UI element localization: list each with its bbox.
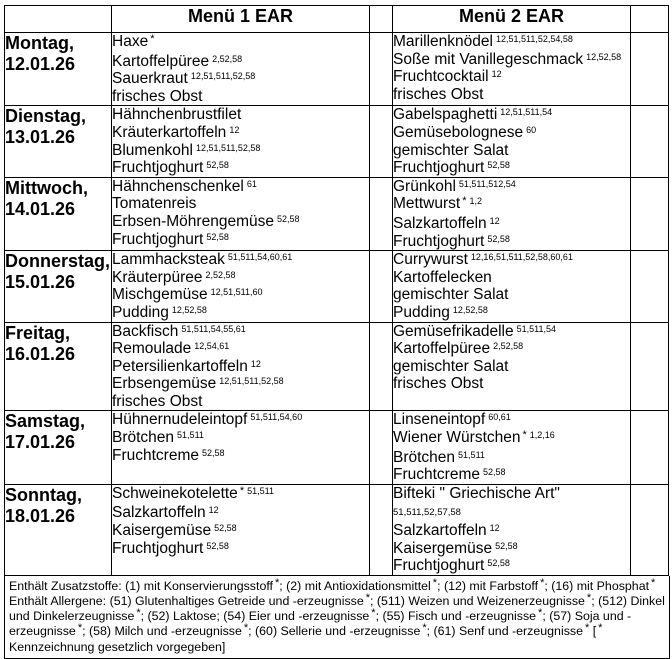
- allergen-codes: 2,52,58: [493, 341, 524, 352]
- allergen-codes: 61: [246, 178, 257, 189]
- dish-line: [112, 269, 369, 287]
- dish-line: [112, 124, 369, 142]
- dish-name: Linseneintopf: [393, 411, 486, 429]
- day-row: [5, 106, 669, 177]
- allergen-codes: 12,51,511,54: [500, 107, 553, 118]
- allergen-codes: 12,52,58: [452, 304, 488, 315]
- dish-name: Hähnchenschenkel: [112, 177, 244, 195]
- dish-line: [112, 142, 369, 160]
- dish-line: [112, 358, 369, 376]
- dish-name: Petersilienkartoffeln: [112, 357, 248, 375]
- menu2-cell: [393, 322, 631, 411]
- menu1-cell: [112, 484, 370, 575]
- dish-name: Currywurst: [393, 251, 468, 269]
- day-name: Dienstag,: [5, 106, 87, 127]
- day-row: [5, 177, 669, 250]
- end-cell: [631, 106, 669, 177]
- dish-line: [112, 447, 369, 465]
- dish-line: [112, 53, 369, 71]
- dish-name: Kartoffelpüree: [393, 340, 491, 358]
- dish-line: [393, 33, 630, 51]
- dish-line: [393, 358, 630, 376]
- dish-name: Fruchtjoghurt: [112, 539, 204, 557]
- allergen-codes: 12: [489, 523, 500, 534]
- dish-name: Fruchtcocktail: [393, 68, 489, 86]
- allergen-codes: 52,58: [206, 160, 229, 171]
- dish-name: Salzkartoffeln: [112, 504, 206, 522]
- allergen-codes: 12,51,511,52,58: [190, 71, 256, 82]
- dish-line: [393, 375, 630, 393]
- dish-line: [112, 159, 369, 177]
- menu1-cell: [112, 177, 370, 250]
- allergen-codes: 52,58: [202, 447, 225, 458]
- dish-line: [112, 411, 369, 429]
- spacer-cell: [370, 411, 393, 484]
- additive-star: *: [462, 195, 467, 208]
- dish-line: [393, 340, 630, 358]
- dish-name: Mischgemüse: [112, 286, 208, 304]
- dish-name: Hühnernudeleintopf: [112, 411, 248, 429]
- allergen-codes: 51,511,52,57,58: [393, 507, 461, 519]
- dish-line: [393, 233, 630, 251]
- dish-name: frisches Obst: [393, 85, 484, 103]
- day-date: 14.01.26: [5, 198, 76, 219]
- dish-name: Soße mit Vanillegeschmack: [393, 50, 584, 68]
- dish-name: frisches Obst: [112, 392, 203, 410]
- dish-line: [393, 323, 630, 341]
- day-date: 15.01.26: [5, 272, 76, 293]
- menu1-cell: [112, 251, 370, 322]
- dish-name: Haxe: [112, 33, 149, 50]
- dish-name: Fruchtjoghurt: [112, 159, 204, 177]
- allergen-codes: 12,51,511,52,58: [196, 142, 261, 153]
- menu1-header: Menü 1 EAR: [112, 6, 370, 33]
- day-date: 13.01.26: [5, 127, 76, 148]
- dish-name: Tomatenreis: [112, 195, 197, 213]
- allergen-codes: 12,51,511,60: [210, 287, 263, 298]
- header-spacer: [370, 6, 393, 33]
- end-cell: [631, 322, 669, 411]
- dish-name: Fruchtcreme: [393, 466, 480, 484]
- dish-line: [112, 195, 369, 213]
- dish-line: [112, 304, 369, 322]
- allergen-codes: 51,511: [177, 430, 204, 441]
- day-name: Sonntag,: [5, 484, 82, 505]
- spacer-cell: [370, 33, 393, 106]
- day-cell: [5, 251, 112, 322]
- allergen-codes: 12,51,511,52,58: [219, 376, 284, 387]
- allergen-codes: 60: [526, 124, 537, 135]
- spacer-cell: [370, 484, 393, 575]
- dish-name: Marillenknödel: [393, 33, 493, 50]
- dish-line: [112, 251, 369, 269]
- dish-name: Schweinekotelette: [112, 484, 238, 502]
- dish-line: [112, 429, 369, 447]
- allergen-codes: 52,58: [487, 160, 510, 171]
- day-cell: [5, 322, 112, 411]
- dish-line: [393, 86, 630, 104]
- allergen-codes: 52,58: [276, 213, 300, 224]
- allergen-codes: 51,511,512,54: [458, 178, 516, 189]
- allergen-codes: 60,61: [488, 412, 511, 423]
- day-row: [5, 484, 669, 575]
- dish-name: Sauerkraut: [112, 70, 188, 88]
- dish-name: Brötchen: [393, 448, 456, 466]
- allergen-codes: 12,51,511,52,54,58: [495, 34, 573, 44]
- day-row: [5, 33, 669, 106]
- dish-name: Pudding: [112, 303, 169, 321]
- dish-line: [112, 286, 369, 304]
- allergen-codes: 52,58: [206, 540, 229, 551]
- menu1-cell: [112, 33, 370, 106]
- allergen-codes: 2,52,58: [205, 269, 236, 280]
- menu1-cell: [112, 322, 370, 411]
- allergen-codes: 1,2,16: [529, 430, 555, 441]
- allergen-codes: 52,58: [487, 233, 510, 244]
- dish-line: [393, 411, 630, 429]
- dish-line: [393, 522, 630, 540]
- dish-line: [393, 68, 630, 86]
- dish-name: Fruchtcreme: [112, 446, 199, 464]
- dish-line: [112, 375, 369, 393]
- menu-table: [4, 5, 669, 576]
- menu2-cell: [393, 177, 631, 250]
- day-name: Samstag,: [5, 411, 86, 432]
- dish-line: [393, 178, 630, 196]
- allergen-codes: 52,58: [487, 558, 510, 569]
- dish-line: [393, 195, 630, 215]
- dish-line: [393, 159, 630, 177]
- header-row: [5, 6, 669, 33]
- legend-footer: Enthält Zusatzstoffe: (1) mit Konservierungsstoff *; (2) mit Antioxidationsmittel *; (12) mit Farbstoff *; (16) mit Phosphat * Enthält Allergene: (51) Glutenhaltiges Getreide und -erzeugnisse *; (511) Weizen und Weizenerzeugnisse *; (512) Dinkel und Dinkelerzeugnisse *; (52) Laktose; (54) Eier und -erzeugnisse *; (55) Fisch und -erzeugnisse *; (57) Soja und -erzeugnisse *; (58) Milch und -erzeugnisse *; (60) Sellerie und -erzeugnisse *; (61) Senf und -erzeugnisse * [ * Kennzeichnung gesetzlich vorgegeben]: [4, 576, 670, 659]
- legal-note: Kennzeichnung gesetzlich vorgegeben]: [9, 639, 226, 654]
- menu2-cell: [393, 251, 631, 322]
- day-date: 17.01.26: [5, 432, 76, 453]
- dish-name: Grünkohl: [393, 177, 456, 195]
- spacer-cell: [370, 251, 393, 322]
- dish-line: [393, 502, 630, 522]
- dish-line: [112, 504, 369, 522]
- dish-name: Erbsengemüse: [112, 375, 217, 393]
- additive-star: *: [522, 429, 527, 442]
- dish-line: [393, 485, 630, 503]
- dish-line: [393, 106, 630, 124]
- dish-name: gemischter Salat: [393, 141, 509, 159]
- allergen-codes: 51,511,54,60,61: [227, 252, 293, 263]
- day-name: Freitag,: [5, 322, 71, 343]
- dish-line: [393, 449, 630, 467]
- allergen-codes: 52,58: [214, 523, 237, 534]
- dish-name: Hähnchenbrustfilet: [112, 106, 242, 124]
- day-row: [5, 322, 669, 411]
- dish-line: [112, 178, 369, 196]
- dish-name: frisches Obst: [112, 87, 203, 105]
- dish-name: Kräuterpüree: [112, 268, 203, 286]
- day-cell: [5, 484, 112, 575]
- dish-line: [112, 540, 369, 558]
- dish-name: Kartoffelecken: [393, 268, 492, 286]
- menu1-cell: [112, 411, 370, 484]
- day-cell: [5, 411, 112, 484]
- dish-name: Gabelspaghetti: [393, 106, 498, 124]
- spacer-cell: [370, 177, 393, 250]
- dish-name: Gemüsebolognese: [393, 123, 524, 141]
- allergen-codes: 51,511: [247, 485, 274, 496]
- allergen-codes: 51,511,54: [516, 323, 556, 334]
- end-cell: [631, 411, 669, 484]
- dish-line: [393, 466, 630, 484]
- day-row: [5, 251, 669, 322]
- spacer-cell: [370, 106, 393, 177]
- dish-name: Kartoffelpüree: [112, 52, 210, 70]
- allergen-codes: 52,58: [206, 231, 229, 242]
- day-name: Mittwoch,: [5, 177, 88, 198]
- dish-line: [112, 231, 369, 249]
- day-date: 12.01.26: [5, 54, 76, 74]
- allergen-codes: 52,58: [495, 540, 518, 551]
- dish-name: Lammhacksteak: [112, 251, 225, 269]
- day-cell: [5, 177, 112, 250]
- dish-name: gemischter Salat: [393, 286, 509, 304]
- allergen-codes: 12,54,61: [194, 341, 230, 352]
- dish-line: [112, 88, 369, 106]
- dish-name: Gemüsefrikadelle: [393, 322, 514, 340]
- header-end: [631, 6, 669, 33]
- additive-star: *: [150, 33, 155, 45]
- dish-line: [112, 485, 369, 505]
- menu1-cell: [112, 106, 370, 177]
- dish-line: [112, 106, 369, 124]
- dish-line: [393, 557, 630, 575]
- dish-name: Salzkartoffeln: [393, 214, 487, 232]
- dish-name: Fruchtjoghurt: [393, 557, 485, 575]
- dish-name: Wiener Würstchen: [393, 429, 521, 447]
- end-cell: [631, 251, 669, 322]
- menu2-header: Menü 2 EAR: [393, 6, 631, 33]
- dish-line: [112, 33, 369, 53]
- end-cell: [631, 484, 669, 575]
- day-name: Montag,: [5, 33, 74, 53]
- allergen-codes: 12: [208, 505, 219, 516]
- dish-name: Kaisergemüse: [393, 539, 493, 557]
- day-name: Donnerstag,: [5, 251, 111, 272]
- day-date: 16.01.26: [5, 343, 76, 364]
- dish-line: [393, 215, 630, 233]
- menu-plan: [4, 5, 668, 659]
- dish-name: Mettwurst: [393, 195, 461, 213]
- dish-line: [393, 251, 630, 269]
- allergen-codes: 51,511,54,60: [250, 412, 303, 423]
- allergen-codes: 2,52,58: [212, 53, 243, 64]
- dish-name: Blumenkohl: [112, 141, 193, 159]
- day-cell: [5, 106, 112, 177]
- dish-name: Fruchtjoghurt: [393, 159, 485, 177]
- allergen-codes: 12: [489, 215, 500, 226]
- menu2-cell: [393, 411, 631, 484]
- allergen-codes: 12: [229, 124, 240, 135]
- dish-name: Brötchen: [112, 429, 175, 447]
- allergen-codes: 52,58: [483, 467, 506, 478]
- dish-line: [393, 540, 630, 558]
- day-date: 18.01.26: [5, 505, 76, 526]
- menu2-cell: [393, 484, 631, 575]
- dish-name: Kaisergemüse: [112, 522, 212, 540]
- dish-name: Pudding: [393, 303, 450, 321]
- dish-line: [393, 142, 630, 160]
- dish-name: Erbsen-Möhrengemüse: [112, 212, 274, 230]
- day-rows: [5, 33, 669, 576]
- dish-name: Fruchtjoghurt: [393, 232, 485, 250]
- dish-line: [112, 522, 369, 540]
- dish-name: Kräuterkartoffeln: [112, 123, 227, 141]
- allergens-text: Enthält Allergene: (51) Glutenhaltiges Getreide und -erzeugnisse: [9, 594, 364, 609]
- header-corner: [5, 6, 112, 33]
- dish-line: [393, 429, 630, 449]
- additive-star: *: [239, 484, 245, 497]
- dish-line: [393, 286, 630, 304]
- menu2-cell: [393, 33, 631, 106]
- dish-line: [112, 70, 369, 88]
- menu2-cell: [393, 106, 631, 177]
- spacer-cell: [370, 322, 393, 411]
- allergen-codes: 51,511: [458, 449, 485, 460]
- day-row: [5, 411, 669, 484]
- dish-name: Remoulade: [112, 340, 192, 358]
- dish-line: [112, 213, 369, 231]
- dish-name: Salzkartoffeln: [393, 522, 487, 540]
- dish-name: frisches Obst: [393, 375, 484, 393]
- end-cell: [631, 33, 669, 106]
- dish-line: [393, 304, 630, 322]
- end-cell: [631, 177, 669, 250]
- day-cell: [5, 33, 112, 106]
- allergen-codes: 12,52,58: [171, 304, 207, 315]
- dish-name: gemischter Salat: [393, 357, 509, 375]
- allergen-codes: 12: [250, 358, 261, 369]
- dish-name: Fruchtjoghurt: [112, 230, 204, 248]
- dish-line: [112, 323, 369, 341]
- dish-line: [112, 340, 369, 358]
- dish-line: [393, 51, 630, 69]
- dish-name: Bifteki " Griechische Art": [393, 484, 560, 502]
- allergen-codes: 12,16,51,511,52,58,60,61: [470, 252, 573, 263]
- dish-name: Backfisch: [112, 322, 179, 340]
- allergen-codes: 12,52,58: [586, 51, 622, 62]
- allergen-codes: 1,2: [469, 196, 482, 207]
- dish-line: [393, 269, 630, 287]
- allergen-codes: 12: [491, 69, 502, 80]
- allergen-codes: 51,511,54,55,61: [181, 323, 246, 334]
- dish-line: [393, 124, 630, 142]
- additives-text: Enthält Zusatzstoffe: (1) mit Konservierungsstoff: [9, 578, 273, 593]
- dish-line: [112, 393, 369, 411]
